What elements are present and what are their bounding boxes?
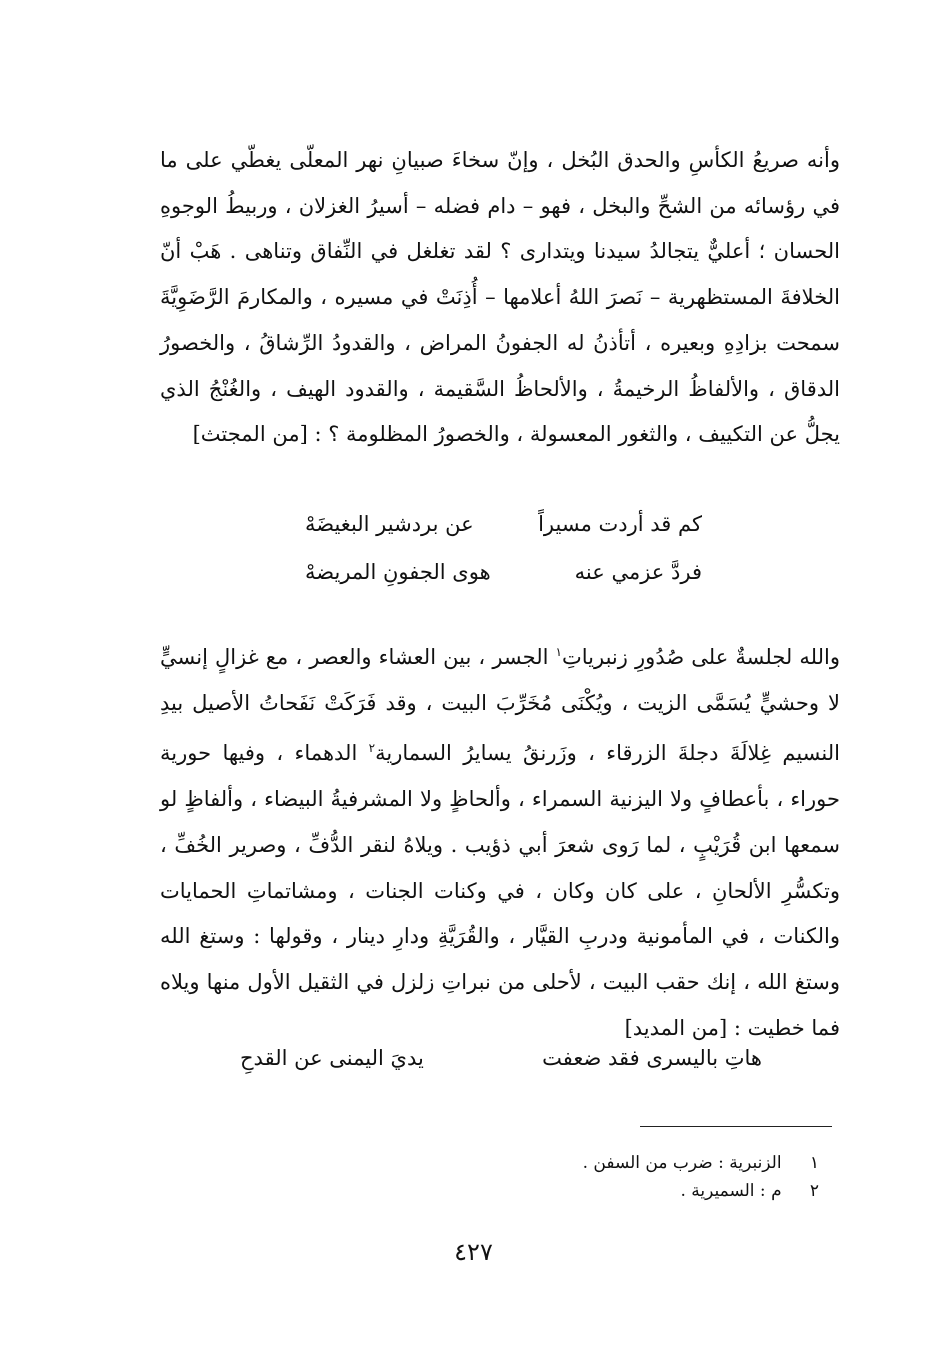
footnote-ref-2: ٢	[368, 741, 376, 756]
meter-label-mujtath: [من المجتث]	[192, 422, 308, 447]
paragraph-1	[160, 138, 840, 458]
footnote-2	[680, 1180, 819, 1202]
verse-1-line-1-left: عن بردشير البغيضَهْ	[305, 512, 474, 536]
verse-2-line-1-right: هاتِ باليسرى فقد ضعفت	[542, 1046, 762, 1070]
footnote-ref-1: ١	[555, 645, 562, 659]
meter-label-madid: [من المديد]	[624, 1015, 728, 1040]
footnote-2-text: م : السميرية .	[680, 1181, 782, 1201]
paragraph-2-text-c: الدهماء ، وفيها حورية حوراء ، بأعطافٍ ولا اليزنية السمراء ، وألحاظٍ ولا المشرفيةُ البيضاء ، وألفاظٍ لو سمعها ابن قُرَيْبٍ ، لما رَوى شعرَ أبي ذؤيب . ويلاهُ لنقر الدُّفِّ ، وصرير الخُفِّ ، وتكسُّرِ الألحانِ ، على كان وكان ، في وكنات الجنات ، ومشاتماتِ الحمايات والكنات ، في المأمونية ودربِ القيَّار ، والقُرَيَّةِ ودارِ دينار ، وقولها : وستغ الله وستغ الله ، إنك حقب البيت ، لأحلى من نبراتِ زلزل في الثقيل الأول منها ويلاه فما خطيت :	[160, 741, 840, 1040]
paragraph-1-text: وأنه صريعُ الكأسِ والحدق البُخل ، وإنّ سخاءَ صبيانِ نهر المعلّى يغطّي على ما في رؤسائه من الشحِّ والبخل ، فهو – دام فضله – أسيرُ الغزلان ، وربيطُ الوجوهِ الحسان ؛ أعليٌّ يتجالدُ سيدنا ويتدارى ؟ لقد تغلغل في النِّفاق وتناهى . هَبْ أنّ الخلافةَ المستظهرية – نَصرَ اللهُ أعلامها – أُذِنَتْ في مسيره ، والمكارمَ الرَّضَوِيَّةَ سمحت بزادِهِ وبعيره ، أتأذنُ له الجفونُ المراض ، والقدودُ الرِّشاقُ ، والخصورُ الدقاق ، والألفاظُ الرخيمةُ ، والألحاظُ السَّقيمة ، والقدود الهيف ، والغُنْجُ الذي يجلُّ عن التكييف ، والثغور المعسولة ، والخصورُ المظلومة ؟ :	[160, 148, 840, 447]
footnote-divider	[640, 1126, 832, 1127]
footnote-1-number: ١	[809, 1153, 819, 1173]
page-number: ٤٢٧	[454, 1238, 493, 1266]
verse-1-line-2-right: فردَّ عزمي عنه	[574, 560, 702, 584]
verse-1-line-2-left: هوى الجفونِ المريضهْ	[305, 560, 491, 584]
paragraph-2-text-b: الجسر ، بين العشاء والعصر ، مع غزالٍ إنسيٍّ لا وحشيٍّ يُسَمَّى الزيت ، ويُكْنَى مُخَرِّبَ البيت ، وقد فَرَكَتْ نَفَحاتُ الأصيل بيدِ النسيم غِلالَةَ دجلةَ الزرقاء ، وزَرنقُ يسايرُ السمارية	[160, 645, 840, 766]
verse-1-line-1-right: كم قد أردت مسيراً	[538, 512, 702, 536]
footnote-1-text: الزنبرية : ضرب من السفن .	[582, 1153, 782, 1173]
paragraph-2-text-a: والله لجلسةٌ على صُدُورِ زنبرياتِ	[562, 645, 840, 669]
footnote-1	[583, 1152, 819, 1174]
footnote-2-number: ٢	[809, 1181, 819, 1201]
paragraph-2	[160, 630, 840, 1051]
verse-2-line-1-left: يديَ اليمنى عن القدحِ	[240, 1046, 424, 1070]
